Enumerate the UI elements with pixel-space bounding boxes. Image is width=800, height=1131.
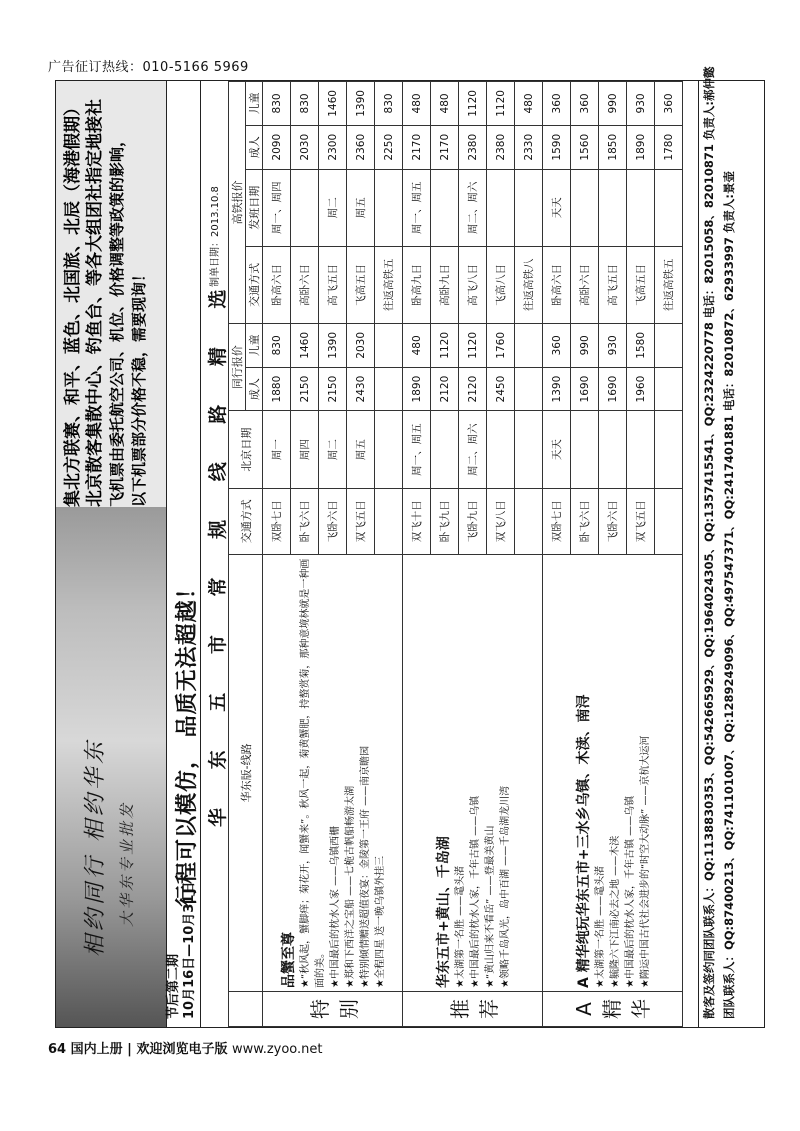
banner-artwork <box>56 507 166 1027</box>
hsr-adult-price-cell: 2300 <box>319 125 347 169</box>
contact-line-1: 散客及签约同团队联系人：QQ:1138830353、QQ:542665929、QQ:1964024305、QQ:1357415541、QQ:2324220778 电话：82015058、82010871 负责人:郝仲懿 <box>702 66 716 1019</box>
main-slogan: 行程可以模仿， 品质无法超越！ <box>174 576 200 907</box>
child-price-cell: 1120 <box>459 323 487 367</box>
beijing-date-cell <box>571 411 599 488</box>
hsr-depart-cell: 天天 <box>543 169 571 246</box>
hsr-depart-cell <box>655 169 683 246</box>
beijing-date-cell <box>487 411 515 488</box>
adult-price-cell: 2450 <box>487 367 515 411</box>
child-price-cell: 1390 <box>319 323 347 367</box>
hsr-child-price-cell: 480 <box>515 82 543 126</box>
hsr-transport-cell: 飞高五日 <box>347 246 375 323</box>
beijing-date-cell <box>515 411 543 488</box>
transport-cell: 飞卧九日 <box>459 488 487 554</box>
route-header: 华东版-线路 <box>229 554 263 991</box>
adult-price-cell <box>515 367 543 411</box>
hsr-adult-price-cell: 2030 <box>291 125 319 169</box>
route-title: 品蟹至尊 <box>280 932 297 988</box>
hsr-child-header: 儿童 <box>246 82 263 126</box>
adult-price-cell: 1890 <box>403 367 431 411</box>
transport-cell: 双卧七日 <box>263 488 291 554</box>
adult-price-cell: 1960 <box>627 367 655 411</box>
hsr-child-price-cell: 360 <box>571 82 599 126</box>
route-description <box>403 554 543 991</box>
section-side-label: A 精 华 <box>543 992 683 1027</box>
hsr-transport-cell: 高飞五日 <box>319 246 347 323</box>
adult-price-cell: 2430 <box>347 367 375 411</box>
transport-cell: 双飞五日 <box>347 488 375 554</box>
adult-price-cell: 2150 <box>319 367 347 411</box>
price-table <box>228 81 683 1027</box>
child-price-cell: 1460 <box>291 323 319 367</box>
hsr-transport-cell: 往返高铁八 <box>515 246 543 323</box>
depart-header: 发班日期 <box>246 169 263 246</box>
hsr-adult-price-cell: 2380 <box>459 125 487 169</box>
route-highlight: ★全程四星 送一晚乌镇外挂三 <box>374 855 386 988</box>
hsr-adult-price-cell: 2090 <box>263 125 291 169</box>
transport-cell: 卧飞六日 <box>571 488 599 554</box>
beijing-date-cell: 周二 <box>319 411 347 488</box>
issue-date: 制单日期：2013.10.8 <box>210 186 221 287</box>
route-highlight: ★太湖第一名胜 ——鼋头渚 <box>594 865 606 988</box>
child-price-cell: 480 <box>403 323 431 367</box>
route-highlight: ★中国最后的枕水人家，千年古镇 ——乌镇 <box>624 795 636 988</box>
section-heading <box>200 81 229 1027</box>
company-line-1: 集北方联赛、和平、蓝色、北国旅、北辰（海港假期） <box>63 99 83 507</box>
contact-line-2: 团队联系人：QQ:87400213、QQ:741101007、QQ:1289249096、QQ:497547371、QQ:2417401881 电话：82010872、62933997 负责人:景壶 <box>722 171 736 1019</box>
hsr-adult-price-cell: 2170 <box>403 125 431 169</box>
hsr-depart-cell: 周一、周五 <box>403 169 431 246</box>
issue-number: 节后第二期 <box>166 953 181 1019</box>
route-highlight: ★毓隆六下江南必去之地 ——木渎 <box>609 835 621 988</box>
hsr-adult-price-cell: 1850 <box>599 125 627 169</box>
issue-dates: 10月16日—10月31日 <box>182 881 197 1019</box>
company-line-4: 以下机票部分价格不稳，需要现询！ <box>130 266 148 507</box>
beijing-date-cell <box>375 411 403 488</box>
transport-cell: 卧飞九日 <box>431 488 459 554</box>
contact-block <box>698 66 763 1027</box>
transport-cell: 双飞十日 <box>403 488 431 554</box>
regular-routes-title: 华 东 五 市 常 规 线 路 精 选 <box>207 273 229 827</box>
route-highlight: ★中国最后的枕水人家，千年古镇 ——乌镇 <box>469 795 481 988</box>
route-highlight: ★隋运中国古代社会进步的“时空大动脉” ——京杭大运河 <box>639 735 651 988</box>
child-price-cell: 830 <box>263 323 291 367</box>
route-title: A 精华纯玩华东五市+三水乡乌镇、木渎、南浔 <box>575 694 592 988</box>
hsr-price-header: 高铁报价 <box>229 82 246 324</box>
hsr-adult-price-cell: 1780 <box>655 125 683 169</box>
peer-price-header: 同行报价 <box>229 323 246 411</box>
hsr-adult-price-cell: 2380 <box>487 125 515 169</box>
hsr-child-price-cell: 1390 <box>347 82 375 126</box>
adult-price-cell: 2120 <box>459 367 487 411</box>
hsr-child-price-cell: 360 <box>543 82 571 126</box>
site-url: www.zyoo.net <box>232 1042 323 1057</box>
hsr-transport-cell: 高卧六日 <box>291 246 319 323</box>
hsr-adult-price-cell: 1590 <box>543 125 571 169</box>
child-price-cell: 2030 <box>347 323 375 367</box>
hsr-depart-cell <box>571 169 599 246</box>
section-side-label: 推 荐 <box>403 992 543 1027</box>
hsr-adult-price-cell: 2250 <box>375 125 403 169</box>
hsr-adult-header: 成人 <box>246 125 263 169</box>
adult-price-cell: 1880 <box>263 367 291 411</box>
hsr-depart-cell: 周一、周四 <box>263 169 291 246</box>
beijing-date-cell: 周一 <box>263 411 291 488</box>
company-line-3: 飞机票由委托航空公司、机位、价格调整等政策的影响， <box>108 131 126 507</box>
hsr-depart-cell: 周二 <box>319 169 347 246</box>
route-highlight: ★中国最后的枕水人家 ——乌镇西栅 <box>329 825 341 988</box>
ad-hotline: 广告征订热线：010-5166 5969 <box>48 60 249 75</box>
beijing-date-cell: 天天 <box>543 411 571 488</box>
beijing-date-cell <box>431 411 459 488</box>
hsr-depart-cell <box>291 169 319 246</box>
child-price-cell: 930 <box>599 323 627 367</box>
transport-cell: 双飞五日 <box>627 488 655 554</box>
transport-cell: 飞卧六日 <box>599 488 627 554</box>
route-description <box>263 554 403 991</box>
beijing-date-cell: 周四 <box>291 411 319 488</box>
adult-price-cell: 1690 <box>599 367 627 411</box>
section-side-label: 特 别 <box>263 992 403 1027</box>
beijing-date-cell: 周二、周六 <box>459 411 487 488</box>
beijing-date-cell: 周五 <box>347 411 375 488</box>
hsr-depart-cell <box>515 169 543 246</box>
hsr-child-price-cell: 1120 <box>487 82 515 126</box>
child-header: 儿童 <box>246 323 263 367</box>
footer-separator: | <box>127 1042 132 1057</box>
beijing-date-cell <box>599 411 627 488</box>
beijing-date-cell: 周一、周五 <box>403 411 431 488</box>
hsr-transport-cell: 卧高六日 <box>263 246 291 323</box>
hsr-transport-header: 交通方式 <box>246 246 263 323</box>
route-highlight: ★“黄山归来不看岳” ——登最美黄山 <box>484 825 496 988</box>
banner-slogan: 相约同行 相约华东 <box>83 738 108 957</box>
welcome-text: 欢迎浏览电子版 <box>136 1042 228 1057</box>
hsr-child-price-cell: 480 <box>431 82 459 126</box>
transport-cell <box>655 488 683 554</box>
hsr-transport-cell: 卧高九日 <box>403 246 431 323</box>
hsr-depart-cell <box>487 169 515 246</box>
adult-header: 成人 <box>246 367 263 411</box>
beijing-date-cell <box>627 411 655 488</box>
hsr-depart-cell <box>431 169 459 246</box>
banner-subslogan: 大华东专业批发 <box>118 800 136 927</box>
banner <box>56 81 167 1027</box>
table-row <box>403 82 431 1027</box>
child-price-cell: 1580 <box>627 323 655 367</box>
transport-cell <box>375 488 403 554</box>
hsr-depart-cell: 周五 <box>347 169 375 246</box>
hsr-child-price-cell: 990 <box>599 82 627 126</box>
hsr-depart-cell <box>627 169 655 246</box>
child-price-cell <box>515 323 543 367</box>
child-price-cell: 360 <box>543 323 571 367</box>
table-row <box>263 82 291 1027</box>
corner-cell <box>229 992 263 1027</box>
hsr-child-price-cell: 930 <box>627 82 655 126</box>
hsr-child-price-cell: 1460 <box>319 82 347 126</box>
transport-cell: 双卧七日 <box>543 488 571 554</box>
beijing-date-cell <box>655 411 683 488</box>
hsr-transport-cell: 卧高六日 <box>543 246 571 323</box>
route-highlight: ★“秋风起，蟹脚痒；菊花开，闻蟹来”。秋风一起，菊黄蟹肥，持螯赏菊，那种意境林就是一种画面的美。 <box>299 558 326 988</box>
hsr-adult-price-cell: 1890 <box>627 125 655 169</box>
transport-cell: 飞卧六日 <box>319 488 347 554</box>
route-highlight: ★太湖第一名胜 ——鼋头渚 <box>454 865 466 988</box>
hsr-child-price-cell: 830 <box>263 82 291 126</box>
hsr-transport-cell: 往返高铁五 <box>655 246 683 323</box>
child-price-cell <box>655 323 683 367</box>
hsr-transport-cell: 高飞五日 <box>599 246 627 323</box>
adult-price-cell: 2150 <box>291 367 319 411</box>
transport-cell <box>515 488 543 554</box>
adult-price-cell: 1390 <box>543 367 571 411</box>
child-price-cell: 1120 <box>431 323 459 367</box>
section-name: 国内上册 <box>70 1042 123 1057</box>
transport-cell: 双飞八日 <box>487 488 515 554</box>
page-number: 64 <box>48 1042 67 1057</box>
hsr-child-price-cell: 480 <box>403 82 431 126</box>
hsr-depart-cell <box>599 169 627 246</box>
route-highlight: ★领略千岛风光，岛中百湖 ——千岛湖龙川湾 <box>499 785 511 988</box>
hsr-transport-cell: 高飞八日 <box>459 246 487 323</box>
route-highlight: ★特别倾情赠送超值夜宴：金陵第一王府 ——南京瞻园 <box>359 745 371 988</box>
adult-price-cell: 2120 <box>431 367 459 411</box>
hsr-adult-price-cell: 2330 <box>515 125 543 169</box>
child-price-cell: 990 <box>571 323 599 367</box>
adult-price-cell <box>655 367 683 411</box>
hsr-transport-cell: 往返高铁五 <box>375 246 403 323</box>
hsr-child-price-cell: 830 <box>291 82 319 126</box>
company-line-2: 北京散客集散中心、钓鱼台、等各大组团社指定地接社 <box>85 99 105 507</box>
hsr-child-price-cell: 360 <box>655 82 683 126</box>
hsr-child-price-cell: 830 <box>375 82 403 126</box>
route-highlight: ★郑和下西洋之宝船 ——七桅古帆船畅游太湖 <box>344 785 356 988</box>
hsr-transport-cell: 高卧九日 <box>431 246 459 323</box>
hsr-adult-price-cell: 2360 <box>347 125 375 169</box>
route-title: 华东五市+黄山、千岛湖 <box>435 836 452 988</box>
hsr-transport-cell: 高卧六日 <box>571 246 599 323</box>
transport-cell: 卧飞六日 <box>291 488 319 554</box>
child-price-cell: 1760 <box>487 323 515 367</box>
adult-price-cell: 1690 <box>571 367 599 411</box>
hsr-transport-cell: 飞高八日 <box>487 246 515 323</box>
hsr-adult-price-cell: 2170 <box>431 125 459 169</box>
hsr-child-price-cell: 1120 <box>459 82 487 126</box>
company-intro <box>62 87 150 507</box>
hsr-transport-cell: 飞高五日 <box>627 246 655 323</box>
hsr-depart-cell: 周二、周六 <box>459 169 487 246</box>
child-price-cell <box>375 323 403 367</box>
title-bar <box>166 81 201 1027</box>
hsr-adult-price-cell: 1560 <box>571 125 599 169</box>
hsr-depart-cell <box>375 169 403 246</box>
transport-header: 交通方式 <box>229 488 263 554</box>
route-description <box>543 554 683 991</box>
date-header: 北京日期 <box>229 411 263 488</box>
table-row <box>543 82 571 1027</box>
adult-price-cell <box>375 367 403 411</box>
page-footer <box>48 1038 323 1057</box>
